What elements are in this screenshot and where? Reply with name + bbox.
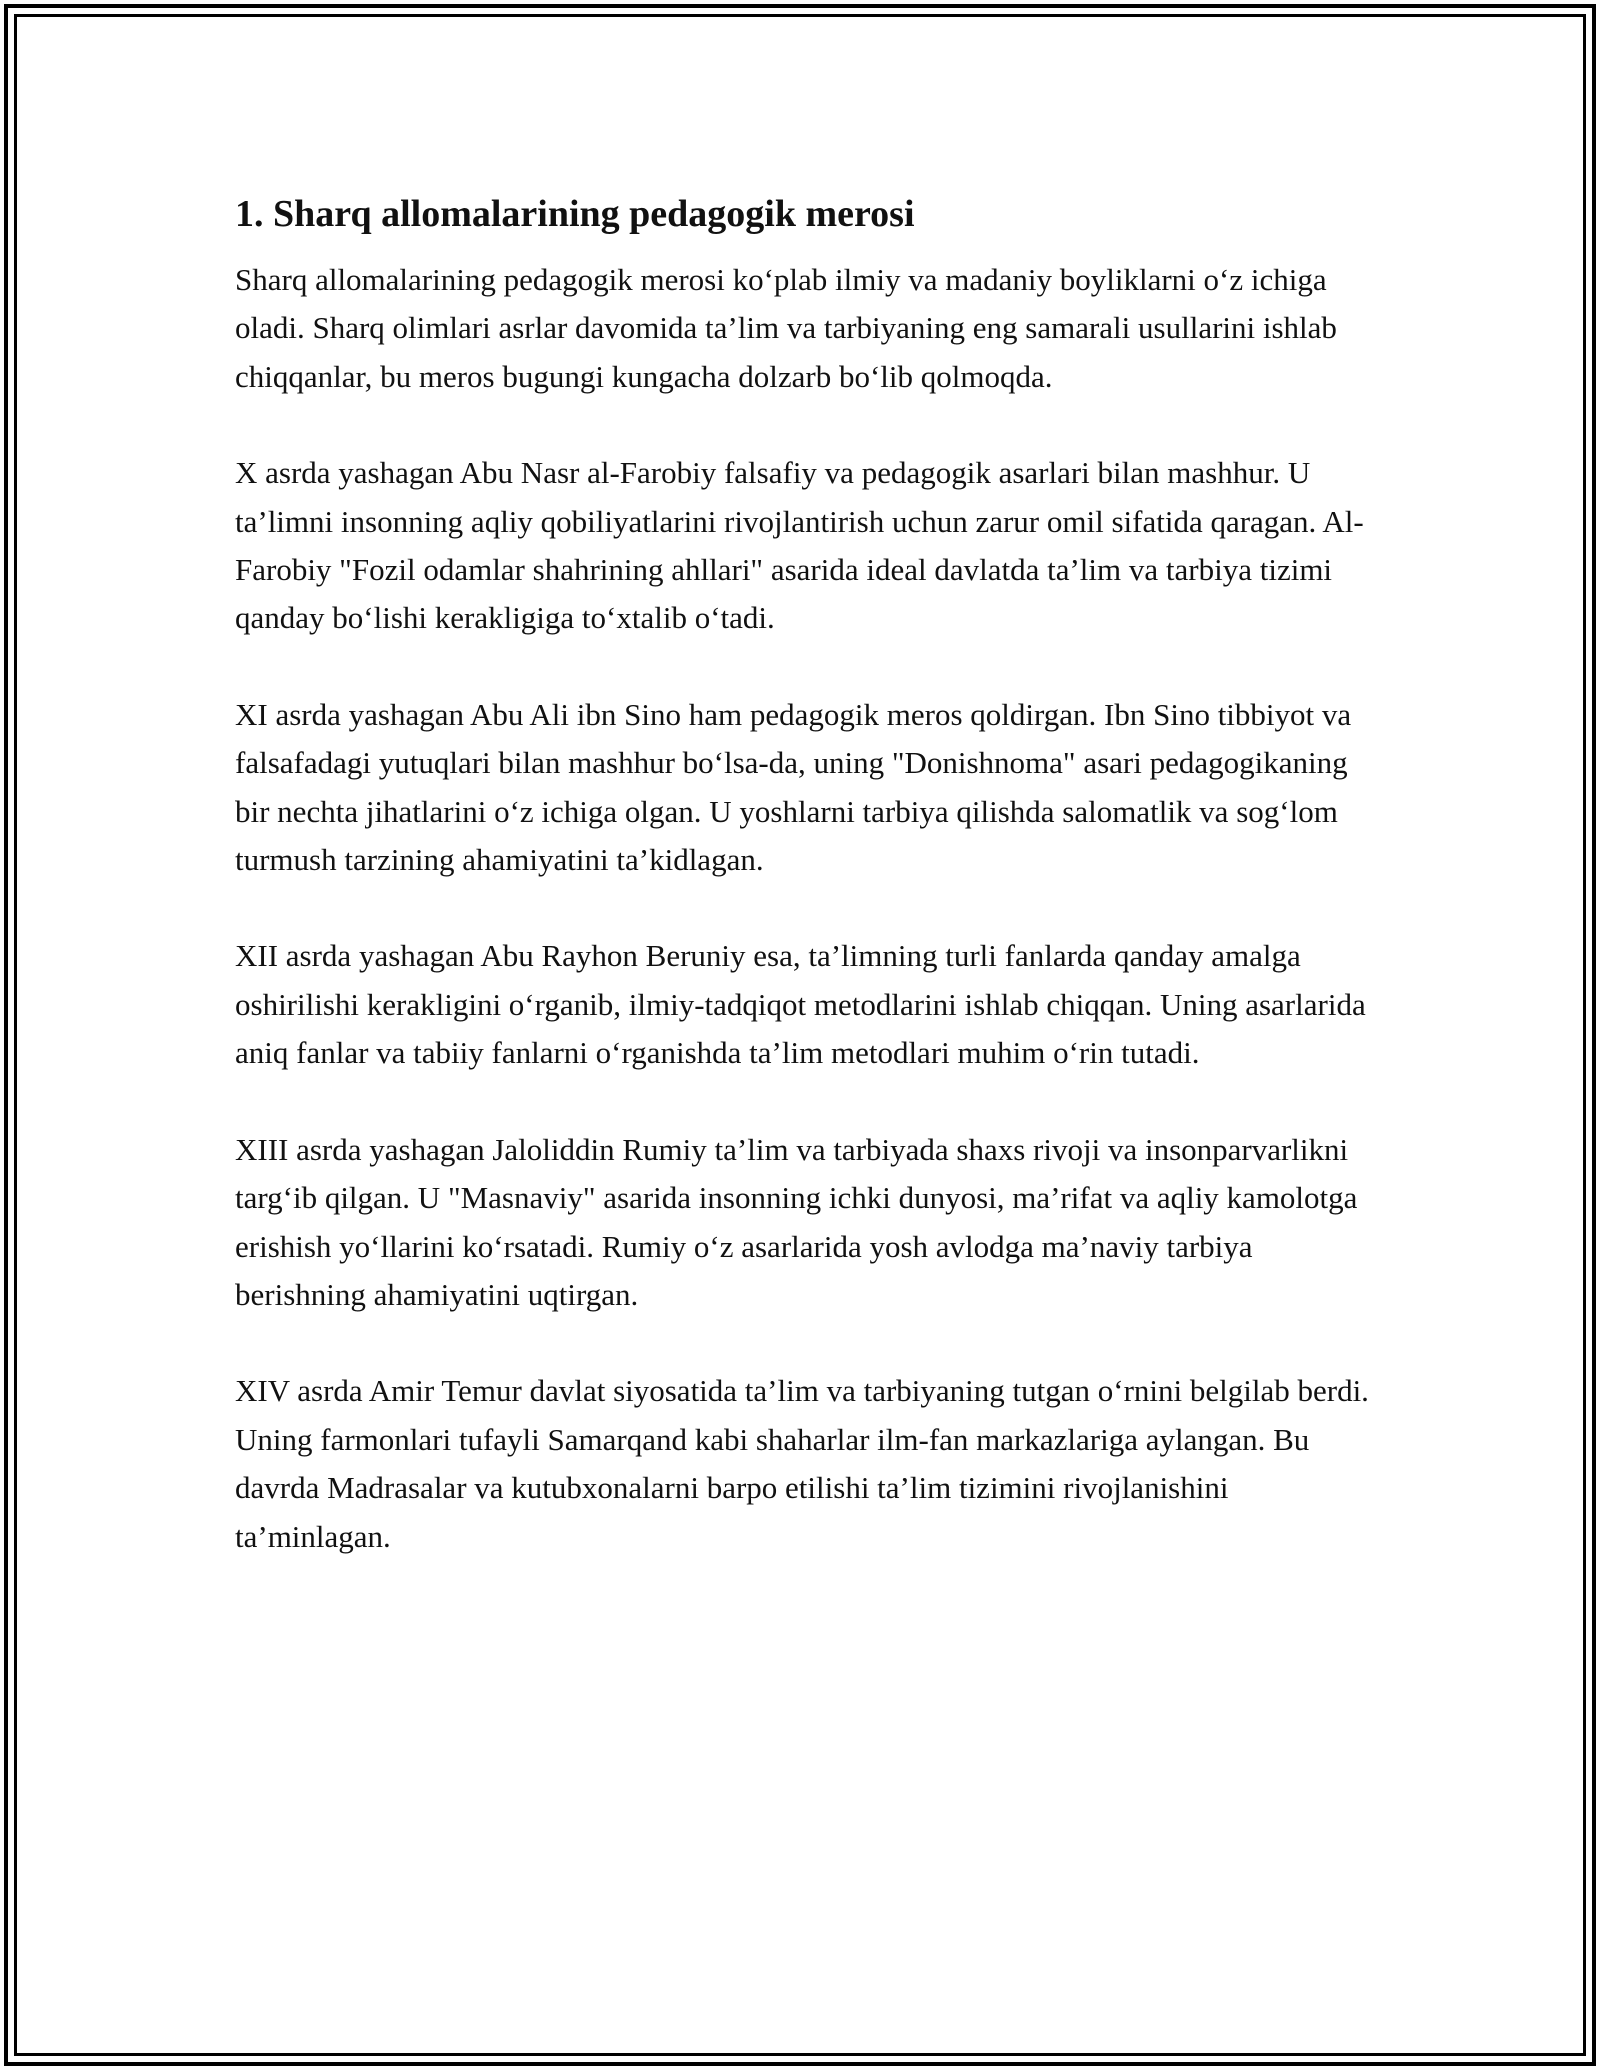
- paragraph-intro: Sharq allomalarining pedagogik merosi ko‘plab ilmiy va madaniy boyliklarni o‘z ichiga oladi. Sharq olimlari asrlar davomida ta’lim va tarbiyaning eng samarali usullarini ishlab chiqqanlar, bu meros bugungi kungacha dolzarb bo‘lib qolmoqda.: [235, 262, 1337, 394]
- paragraph-ibn-sino: XI asrda yashagan Abu Ali ibn Sino ham pedagogik meros qoldirgan. Ibn Sino tibbiyot va falsafadagi yutuqlari bilan mashhur bo‘lsa-da, uning "Donishnoma" asari pedagogikaning bir nechta jihatlarini o‘z ichiga olgan. U yoshlarni tarbiya qilishda salomatlik va sog‘lom turmush tarzining ahamiyatini ta’kidlagan.: [235, 696, 1352, 878]
- paragraph-beruniy: XII asrda yashagan Abu Rayhon Beruniy esa, ta’limning turli fanlarda qanday amalga oshirilishi kerakligini o‘rganib, ilmiy-tadqiqot metodlarini ishlab chiqqan. Uning asarlarida aniq fanlar va tabiiy fanlarni o‘rganishda ta’lim metodlari muhim o‘rin tutadi.: [235, 938, 1366, 1071]
- paragraph-farobiy: X asrda yashagan Abu Nasr al-Farobiy falsafiy va pedagogik asarlari bilan mashhur. U ta’limni insonning aqliy qobiliyatlarini rivojlantirish uchun zarur omil sifatida qaragan. Al-Farobiy "Fozil odamlar shahrining ahllari" asarida ideal davlatda ta’lim va tarbiya tizimi qanday bo‘lishi kerakligiga to‘xtalib o‘tadi.: [235, 455, 1364, 636]
- section-heading: 1. Sharq allomalarining pedagogik merosi: [235, 193, 915, 235]
- document-body: [235, 186, 1375, 1609]
- paragraph-amir-temur: XIV asrda Amir Temur davlat siyosatida ta’lim va tarbiyaning tutgan o‘rnini belgilab berdi. Uning farmonlari tufayli Samarqand kabi shaharlar ilm-fan markazlariga aylangan. Bu davrda Madrasalar va kutubxonalarni barpo etilishi ta’lim tizimini rivojlanishini ta’minlagan.: [235, 1373, 1369, 1554]
- paragraph-rumiy: XIII asrda yashagan Jaloliddin Rumiy ta’lim va tarbiyada shaxs rivoji va insonparvarlikni targ‘ib qilgan. U "Masnaviy" asarida insonning ichki dunyosi, ma’rifat va aqliy kamolotga erishish yo‘llarini ko‘rsatadi. Rumiy o‘z asarlarida yosh avlodga ma’naviy tarbiya berishning ahamiyatini uqtirgan.: [235, 1131, 1358, 1312]
